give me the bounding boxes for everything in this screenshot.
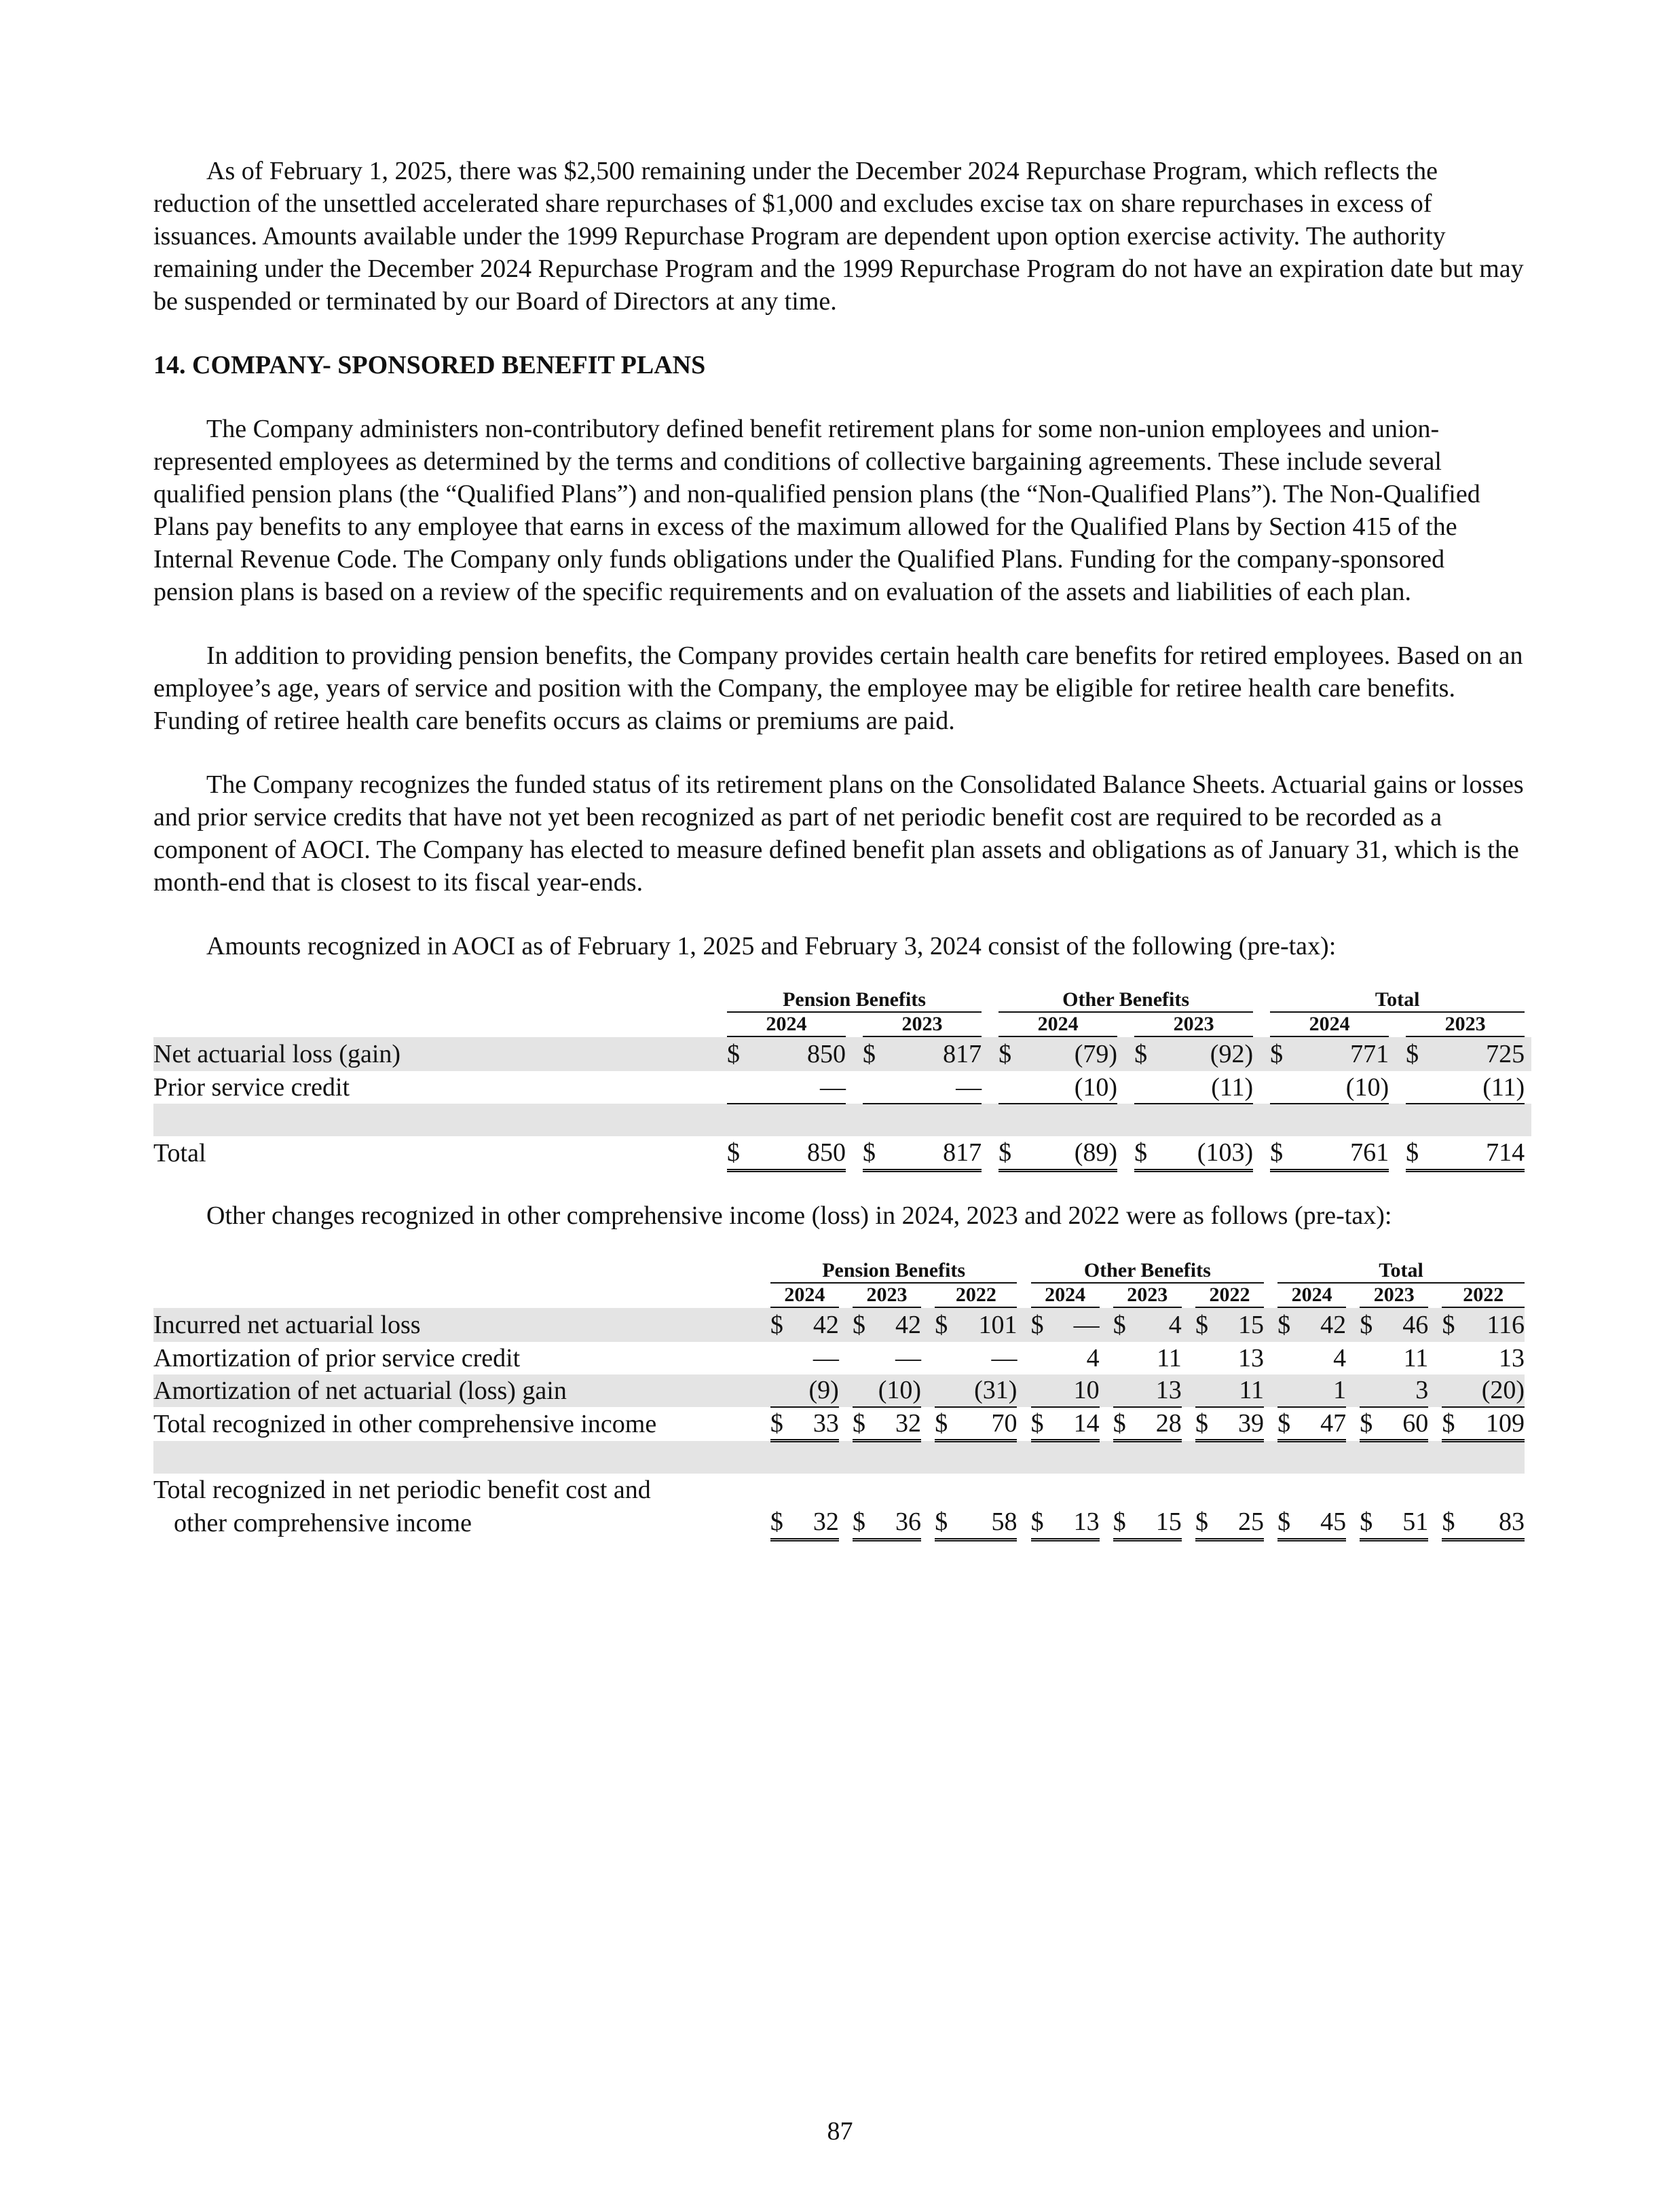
cell-value: 13 [1134,1374,1182,1407]
dollar-sign [1195,1374,1216,1407]
cell-value: 4 [1086,1343,1100,1372]
dollar-sign [1277,1374,1298,1407]
dollar-sign: $ [1113,1506,1134,1540]
group-header: Total [1277,1259,1525,1284]
dollar-sign: $ [935,1308,955,1342]
dollar-sign [1277,1342,1298,1374]
dollar-sign: $ [863,1136,886,1170]
year-header: 2022 [1195,1284,1264,1308]
table-row [153,1136,1531,1170]
dollar-sign [727,1071,751,1104]
dollar-sign [1360,1374,1380,1407]
dollar-sign: $ [998,1136,1022,1170]
cell-value: (20) [1463,1374,1525,1407]
dollar-sign: $ [1195,1506,1216,1540]
cell-value: 1 [1298,1374,1346,1407]
cell-value: 25 [1216,1506,1264,1540]
table-row [153,1308,1525,1342]
cell-value: 850 [751,1037,846,1071]
cell-value: 42 [791,1308,839,1342]
cell-value: 58 [955,1506,1017,1540]
cell-value: 32 [873,1407,921,1441]
dollar-sign [998,1071,1022,1104]
cell-value: 725 [1430,1037,1525,1071]
cell-value: 39 [1216,1407,1264,1441]
dollar-sign [1134,1071,1158,1104]
paragraph-repurchase-program: As of February 1, 2025, there was $2,500 remaining under the December 2024 Repurchase Program, which reflects the reduction of the unsettled accelerated share repurchases of $1,000 and excludes excise tax on share repurchases in excess of issuances. Amounts available under the 1999 Repurchase Program are dependent upon option exercise activity. The authority remaining under the December 2024 Repurchase Program and the 1999 Repurchase Program do not have an expiration date but may be suspended or terminated by our Board of Directors at any time. [153,157,1524,316]
cell-value: 32 [791,1506,839,1540]
table-row [153,1342,1525,1374]
page-content [153,155,1525,1541]
cell-value: 817 [886,1037,982,1071]
row-label: Total recognized in net periodic benefit cost and [153,1475,651,1504]
year-header: 2024 [727,1013,846,1037]
dollar-sign: $ [1195,1308,1216,1342]
dollar-sign: $ [935,1407,955,1441]
cell-value: 47 [1298,1407,1346,1441]
year-header: 2024 [1031,1284,1100,1308]
year-header: 2023 [1360,1284,1428,1308]
row-label: Total recognized in other comprehensive income [153,1409,657,1438]
dollar-sign: $ [1442,1308,1462,1342]
year-header: 2023 [853,1284,921,1308]
cell-value: 13 [1499,1343,1525,1372]
dollar-sign [853,1342,873,1374]
cell-value: 11 [1157,1343,1182,1372]
dollar-sign [1442,1374,1462,1407]
dollar-sign: $ [770,1506,791,1540]
table-row [153,1506,1525,1540]
cell-value: (9) [791,1374,839,1407]
cell-value: (10) [1022,1071,1117,1104]
year-header: 2023 [1406,1013,1525,1037]
year-header: 2024 [1270,1013,1389,1037]
cell-value: 109 [1463,1407,1525,1441]
cell-value: 33 [791,1407,839,1441]
dollar-sign: $ [1031,1506,1051,1540]
dollar-sign: $ [1113,1308,1134,1342]
dollar-sign [935,1342,955,1374]
row-label-continued: other comprehensive income [174,1508,472,1537]
cell-value: 771 [1294,1037,1389,1071]
dollar-sign: $ [770,1407,791,1441]
dollar-sign: $ [1406,1037,1430,1071]
cell-value: 60 [1381,1407,1429,1441]
dollar-sign [1031,1374,1051,1407]
dollar-sign: $ [770,1308,791,1342]
year-header: 2024 [1277,1284,1346,1308]
cell-value: 42 [1298,1308,1346,1342]
year-header: 2022 [935,1284,1017,1308]
table-row [153,1474,1525,1506]
group-header: Other Benefits [1031,1259,1264,1284]
cell-value: 11 [1403,1343,1429,1372]
dollar-sign: $ [1360,1506,1380,1540]
dollar-sign: $ [727,1136,751,1170]
cell-value: (79) [1022,1037,1117,1071]
cell-value: 51 [1381,1506,1429,1540]
row-label: Amortization of net actuarial (loss) gain [153,1374,764,1407]
dollar-sign: $ [853,1506,873,1540]
table-row [153,1407,1525,1441]
dollar-sign: $ [727,1037,751,1071]
cell-value: 42 [873,1308,921,1342]
dollar-sign: $ [1277,1407,1298,1441]
cell-value: 10 [1051,1374,1100,1407]
cell-value: 70 [955,1407,1017,1441]
dollar-sign: $ [863,1037,886,1071]
spacer-row [153,1104,1531,1136]
cell-value: 46 [1381,1308,1429,1342]
cell-value: 15 [1134,1506,1182,1540]
cell-value: 28 [1134,1407,1182,1441]
cell-value: 13 [1051,1506,1100,1540]
cell-value: (11) [1430,1071,1525,1104]
cell-value: 761 [1294,1136,1389,1170]
paragraph-oci-intro: Other changes recognized in other comprehensive income (loss) in 2024, 2023 and 2022 were as follows (pre-tax): [206,1201,1392,1230]
group-header: Pension Benefits [770,1259,1018,1284]
dollar-sign: $ [1195,1407,1216,1441]
year-header: 2024 [770,1284,839,1308]
paragraph-benefit-plans: The Company administers non-contributory defined benefit retirement plans for some non-union employees and union-represented employees as determined by the terms and conditions of collective bargaining agreements. These include several qualified pension plans (the “Qualified Plans”) and non-qualified pension plans (the “Non-Qualified Plans”). The Non-Qualified Plans pay benefits to any employee that earns in excess of the maximum allowed for the Qualified Plans by Section 415 of the Internal Revenue Code. The Company only funds obligations under the Qualified Plans. Funding for the company-sponsored pension plans is based on a review of the specific requirements and on evaluation of the assets and liabilities of each plan. [153,415,1480,606]
cell-value: — [813,1343,839,1372]
dollar-sign: $ [935,1506,955,1540]
oci-table [153,1259,1525,1542]
group-header: Total [1270,988,1525,1013]
cell-value: 4 [1333,1343,1347,1372]
cell-value: — [751,1071,846,1104]
dollar-sign [863,1071,886,1104]
dollar-sign [853,1374,873,1407]
dollar-sign: $ [998,1037,1022,1071]
paragraph-health-care: In addition to providing pension benefits, the Company provides certain health care benefits for retired employees. Based on an employee’s age, years of service and position with the Company, the employee may be eligible for retiree health care benefits. Funding of retiree health care benefits occurs as claims or premiums are paid. [153,641,1523,735]
dollar-sign: $ [1277,1308,1298,1342]
year-header: 2024 [998,1013,1117,1037]
cell-value: (103) [1158,1136,1253,1170]
dollar-sign: $ [1442,1506,1462,1540]
aoci-table [153,988,1531,1172]
section-heading: 14. COMPANY- SPONSORED BENEFIT PLANS [153,351,706,379]
dollar-sign: $ [1360,1308,1380,1342]
dollar-sign: $ [1442,1407,1462,1441]
cell-value: (10) [1294,1071,1389,1104]
dollar-sign [770,1374,791,1407]
dollar-sign [1442,1342,1462,1374]
cell-value: 14 [1051,1407,1100,1441]
year-header: 2023 [1113,1284,1182,1308]
dollar-sign [1270,1071,1294,1104]
cell-value: 850 [751,1136,846,1170]
dollar-sign: $ [1134,1136,1158,1170]
dollar-sign: $ [853,1407,873,1441]
dollar-sign [1113,1342,1134,1374]
dollar-sign [1113,1374,1134,1407]
cell-value: 101 [955,1308,1017,1342]
row-label: Prior service credit [153,1073,350,1102]
year-header: 2023 [1134,1013,1253,1037]
dollar-sign: $ [1134,1037,1158,1071]
cell-value: 3 [1381,1374,1429,1407]
row-label: Amortization of prior service credit [153,1343,521,1372]
year-header: 2022 [1442,1284,1525,1308]
cell-value: — [991,1343,1018,1372]
paragraph-funded-status: The Company recognizes the funded status of its retirement plans on the Consolidated Balance Sheets. Actuarial gains or losses and prior service credits that have not yet been recognized as part of net periodic benefit cost are required to be recorded as a component of AOCI. The Company has elected to measure defined benefit plan assets and obligations as of January 31, which is the month-end that is closest to its fiscal year-ends. [153,770,1524,897]
dollar-sign [935,1374,955,1407]
dollar-sign [1406,1071,1430,1104]
dollar-sign: $ [1031,1308,1051,1342]
row-label: Net actuarial loss (gain) [153,1037,710,1071]
cell-value: 13 [1237,1343,1264,1372]
year-header: 2023 [863,1013,982,1037]
paragraph-aoci-intro: Amounts recognized in AOCI as of February 1, 2025 and February 3, 2024 consist of the following (pre-tax): [206,932,1337,960]
table-row [153,1374,1525,1407]
row-label: Total [153,1139,206,1167]
cell-value: (31) [955,1374,1017,1407]
group-header: Pension Benefits [727,988,982,1013]
cell-value: 83 [1463,1506,1525,1540]
cell-value: 45 [1298,1506,1346,1540]
cell-value: 15 [1216,1308,1264,1342]
cell-value: 714 [1430,1136,1525,1170]
page-number: 87 [827,2117,853,2146]
dollar-sign [1031,1342,1051,1374]
dollar-sign: $ [1270,1037,1294,1071]
dollar-sign: $ [1031,1407,1051,1441]
dollar-sign: $ [853,1308,873,1342]
dollar-sign: $ [1270,1136,1294,1170]
cell-value: 116 [1463,1308,1525,1342]
dollar-sign: $ [1113,1407,1134,1441]
group-header: Other Benefits [998,988,1253,1013]
cell-value: 11 [1216,1374,1264,1407]
dollar-sign: $ [1406,1136,1430,1170]
dollar-sign [1360,1342,1380,1374]
dollar-sign: $ [1360,1407,1380,1441]
cell-value: 4 [1134,1308,1182,1342]
table-row [153,1071,1531,1104]
row-label: Incurred net actuarial loss [153,1308,764,1342]
cell-value: — [895,1343,921,1372]
dollar-sign [770,1342,791,1374]
cell-value: 817 [886,1136,982,1170]
spacer-row [153,1441,1525,1474]
cell-value: (10) [873,1374,921,1407]
cell-value: (92) [1158,1037,1253,1071]
cell-value: (89) [1022,1136,1117,1170]
cell-value: (11) [1158,1071,1253,1104]
table-row [153,1037,1531,1071]
dollar-sign: $ [1277,1506,1298,1540]
cell-value: — [886,1071,982,1104]
dollar-sign [1195,1342,1216,1374]
cell-value: 36 [873,1506,921,1540]
cell-value: — [1051,1308,1100,1342]
